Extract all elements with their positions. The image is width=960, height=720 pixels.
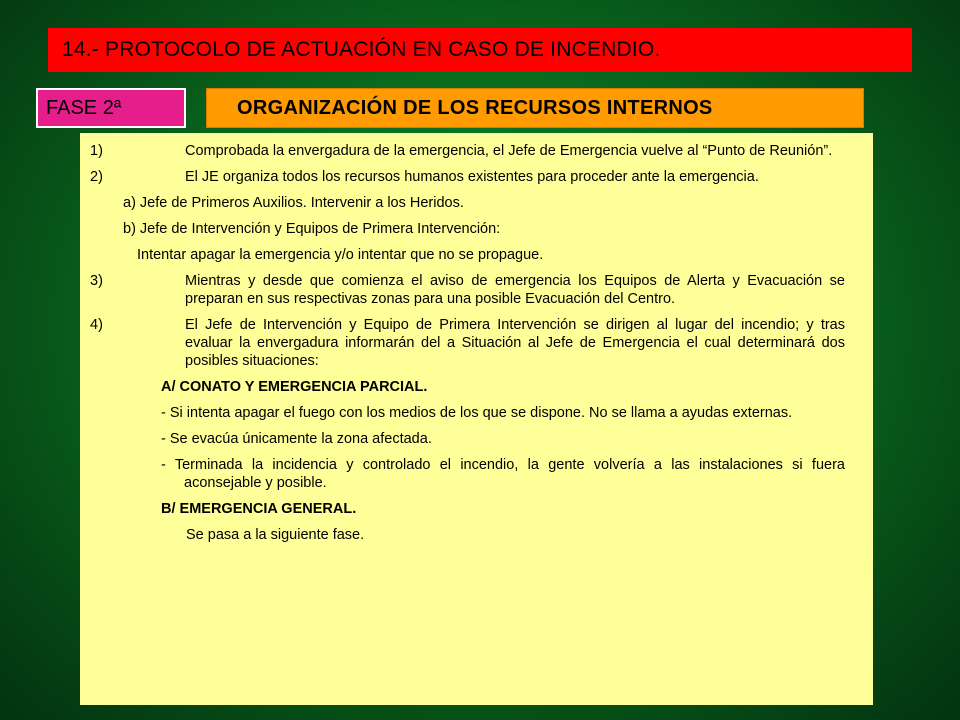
scenario-b-text: Se pasa a la siguiente fase. (186, 527, 365, 543)
content-panel (80, 133, 873, 705)
item-text: Comprobada la envergadura de la emergencia, el Jefe de Emergencia vuelve al “Punto de Reunión”. (185, 143, 833, 159)
phase-label: FASE 2ª (36, 88, 186, 128)
item-text: Mientras y desde que comienza el aviso de emergencia los Equipos de Alerta y Evacuación se preparan en sus respectivas zonas para una posible Evacuación del Centro. (185, 273, 845, 307)
list-item (90, 316, 845, 370)
scenario-a-heading: A/ CONATO Y EMERGENCIA PARCIAL. (161, 379, 428, 395)
list-item (90, 168, 845, 186)
phase-header: ORGANIZACIÓN DE LOS RECURSOS INTERNOS (206, 88, 864, 128)
item-text: El JE organiza todos los recursos humanos existentes para proceder ante la emergencia. (185, 169, 759, 185)
item-number: 3) (90, 273, 103, 289)
item-number: 2) (90, 169, 103, 185)
scenario-b-heading: B/ EMERGENCIA GENERAL. (161, 501, 357, 517)
slide-title: 14.- PROTOCOLO DE ACTUACIÓN EN CASO DE INCENDIO. (48, 28, 912, 72)
item-number: 1) (90, 143, 103, 159)
item-text: El Jefe de Intervención y Equipo de Primera Intervención se dirigen al lugar del incendio; y tras evaluar la envergadura informarán del a Situación al Jefe de Emergencia el cual determinará dos posibles situaciones: (185, 317, 845, 369)
sub-item-b: b) Jefe de Intervención y Equipos de Primera Intervención: (123, 221, 501, 237)
scenario-a-point: - Si intenta apagar el fuego con los medios de los que se dispone. No se llama a ayudas externas. (161, 405, 793, 421)
list-item (90, 272, 845, 308)
list-item (90, 142, 845, 160)
sub-item-a: a) Jefe de Primeros Auxilios. Intervenir a los Heridos. (123, 195, 464, 211)
item-number: 4) (90, 317, 103, 333)
scenario-a-point: - Terminada la incidencia y controlado el incendio, la gente volvería a las instalaciones si fuera aconsejable y posible. (161, 457, 845, 491)
sub-item-b-detail: Intentar apagar la emergencia y/o intentar que no se propague. (137, 247, 544, 263)
scenario-a-point: - Se evacúa únicamente la zona afectada. (161, 431, 432, 447)
